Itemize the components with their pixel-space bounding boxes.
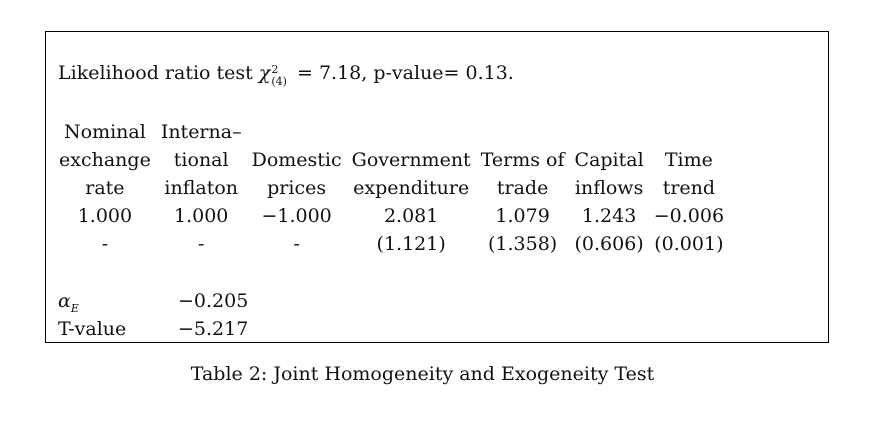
header-cell: expenditure bbox=[353, 177, 470, 199]
header-cell: Terms of bbox=[480, 149, 565, 171]
chi-sub: (4) bbox=[271, 75, 287, 88]
header-cell bbox=[649, 118, 729, 146]
header-row-3 bbox=[54, 174, 729, 202]
alpha-label: $\alpha_E$ bbox=[58, 290, 79, 315]
coefficient-cell: 1.000 bbox=[77, 205, 133, 227]
coefficient-cell: −0.006 bbox=[653, 205, 725, 227]
std-error-cell: (0.001) bbox=[654, 233, 724, 255]
header-row-2 bbox=[54, 146, 729, 174]
chi-square-symbol: χ 2 (4) bbox=[258, 62, 287, 88]
header-cell: trade bbox=[496, 177, 549, 199]
alpha-value: −0.205 bbox=[178, 290, 249, 312]
header-cell: exchange bbox=[59, 149, 151, 171]
header-cell: Capital bbox=[574, 149, 644, 171]
header-cell: Nominal bbox=[64, 121, 146, 143]
header-cell: Domestic bbox=[251, 149, 342, 171]
header-cell: prices bbox=[267, 177, 327, 199]
chi-sup: 2 bbox=[271, 63, 279, 76]
lr-prefix: Likelihood ratio test bbox=[58, 62, 253, 84]
header-cell: tional bbox=[173, 149, 229, 171]
std-error-cell: (0.606) bbox=[574, 233, 644, 255]
results-table-box bbox=[45, 31, 829, 343]
std-error-cell: - bbox=[293, 233, 300, 255]
lr-result: = 7.18, p-value= 0.13. bbox=[297, 62, 514, 84]
coefficient-table bbox=[54, 118, 729, 258]
header-cell: rate bbox=[85, 177, 125, 199]
coefficient-cell: 1.243 bbox=[581, 205, 637, 227]
header-cell bbox=[570, 118, 649, 146]
table-caption: Table 2: Joint Homogeneity and Exogeneity Test bbox=[190, 363, 655, 385]
header-cell: inflaton bbox=[164, 177, 239, 199]
std-error-cell: (1.121) bbox=[376, 233, 446, 255]
header-cell bbox=[476, 118, 570, 146]
coefficient-row bbox=[54, 202, 729, 230]
std-error-cell: (1.358) bbox=[487, 233, 558, 255]
header-cell bbox=[247, 118, 347, 146]
std-error-cell: - bbox=[101, 233, 109, 255]
coefficient-cell: 1.079 bbox=[495, 205, 550, 227]
header-cell bbox=[347, 118, 476, 146]
header-row-1 bbox=[54, 118, 729, 146]
header-cell: Interna– bbox=[160, 121, 242, 143]
coefficient-cell: 1.000 bbox=[174, 205, 229, 227]
header-cell: Time bbox=[664, 149, 713, 171]
tvalue-label: T-value bbox=[58, 318, 127, 340]
header-cell: Government bbox=[351, 149, 471, 171]
std-error-cell: - bbox=[197, 233, 205, 255]
std-error-row bbox=[54, 230, 729, 258]
header-cell: inflows bbox=[574, 177, 644, 199]
likelihood-ratio-line bbox=[58, 62, 514, 86]
tvalue-value: −5.217 bbox=[178, 318, 249, 340]
coefficient-cell: −1.000 bbox=[261, 205, 332, 227]
coefficient-cell: 2.081 bbox=[383, 205, 439, 227]
header-cell: trend bbox=[662, 177, 716, 199]
